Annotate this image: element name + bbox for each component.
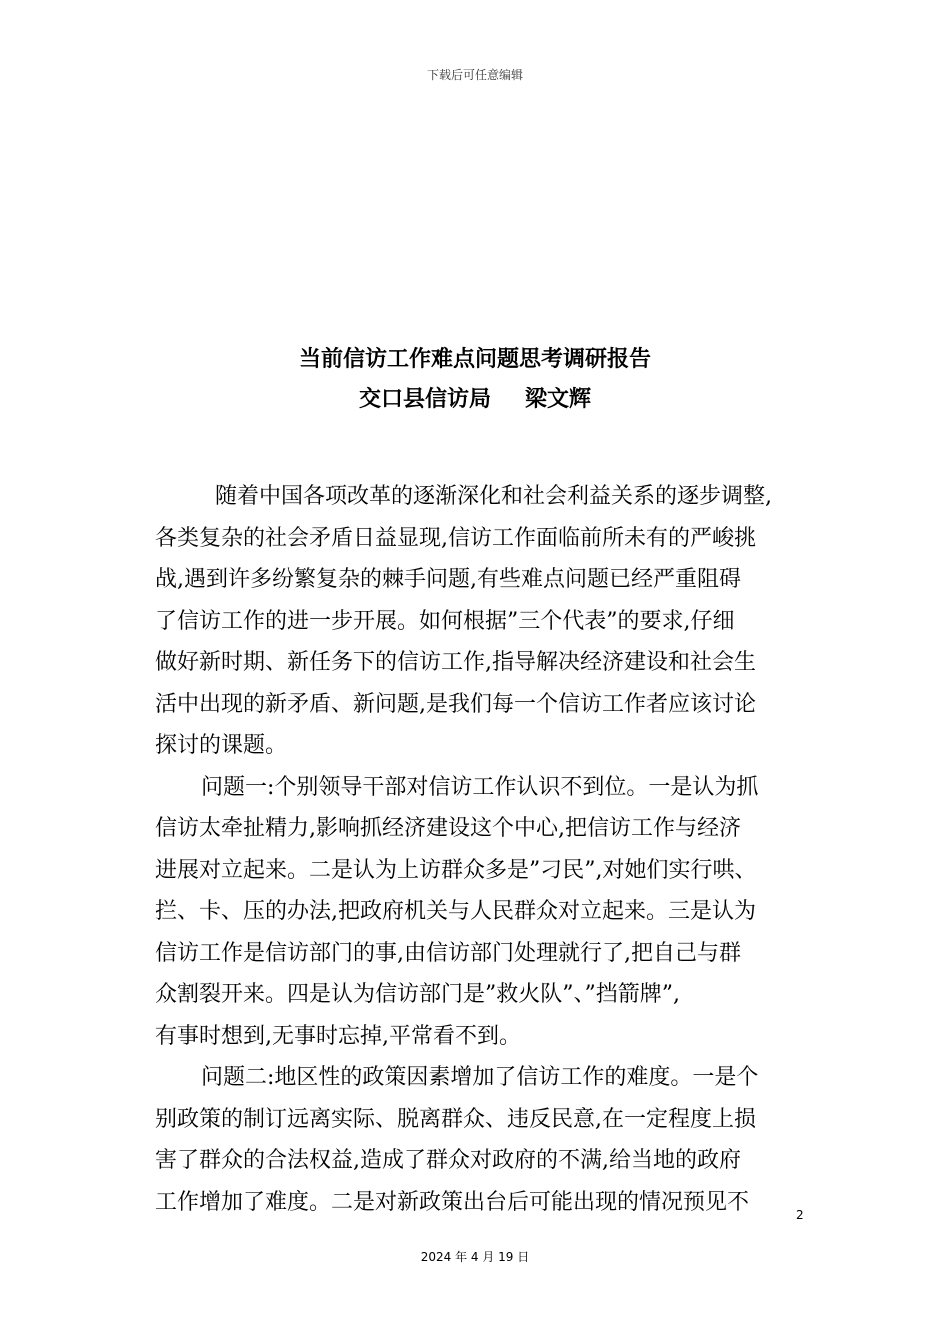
paragraph-1-line: 战,遇到许多纷繁复杂的棘手问题,有些难点问题已经严重阻碍 [155, 567, 741, 592]
document-title: 当前信访工作难点问题思考调研报告 [298, 347, 651, 372]
organization: 交口县信访局 [358, 387, 491, 412]
document-body [155, 476, 810, 1223]
paragraph-2-line: 问题一:个别领导干部对信访工作认识不到位。一是认为抓 [201, 774, 759, 800]
paragraph-2-line: 进展对立起来。二是认为上访群众多是”刁民”,对她们实行哄、 [155, 857, 757, 883]
paragraph-3-line: 害了群众的合法权益,造成了群众对政府的不满,给当地的政府 [155, 1148, 741, 1173]
paragraph-2-line: 拦、卡、压的办法,把政府机关与人民群众对立起来。三是认为 [155, 899, 756, 924]
author-line [0, 380, 950, 420]
paragraph-1-line: 活中出现的新矛盾、新问题,是我们每一个信访工作者应该讨论 [155, 691, 756, 717]
title-block [0, 340, 950, 420]
paragraph-1-line: 随着中国各项改革的逐渐深化和社会利益关系的逐步调整, [215, 484, 772, 509]
paragraph-2-line: 众割裂开来。四是认为信访部门是”救火队”、”挡箭牌”, [155, 982, 680, 1007]
paragraph-2-line: 有事时想到,无事时忘掉,平常看不到。 [155, 1023, 521, 1049]
paragraph-3-line: 工作增加了难度。二是对新政策出台后可能出现的情况预见不 [155, 1189, 750, 1215]
page-footer-date: 2024 年 4 月 19 日 [420, 1250, 530, 1264]
paragraph-3-line: 问题二:地区性的政策因素增加了信访工作的难度。一是个 [201, 1065, 759, 1090]
paragraph-3-line: 别政策的制订远离实际、脱离群众、违反民意,在一定程度上损 [155, 1106, 756, 1132]
author-name: 梁文辉 [525, 387, 592, 412]
page-header: 下载后可任意编辑 [426, 68, 523, 82]
paragraph-2-line: 信访工作是信访部门的事,由信访部门处理就行了,把自己与群 [155, 940, 741, 966]
paragraph-1-line: 做好新时期、新任务下的信访工作,指导解决经济建设和社会生 [155, 650, 756, 675]
page-number: 2 [796, 1208, 804, 1222]
paragraph-1-line: 探讨的课题。 [155, 733, 288, 758]
paragraph-1-line: 各类复杂的社会矛盾日益显现,信访工作面临前所未有的严峻挑 [155, 525, 756, 551]
paragraph-1-line: 了信访工作的进一步开展。如何根据”三个代表”的要求,仔细 [155, 608, 735, 634]
paragraph-2-line: 信访太牵扯精力,影响抓经济建设这个中心,把信访工作与经济 [155, 816, 741, 841]
